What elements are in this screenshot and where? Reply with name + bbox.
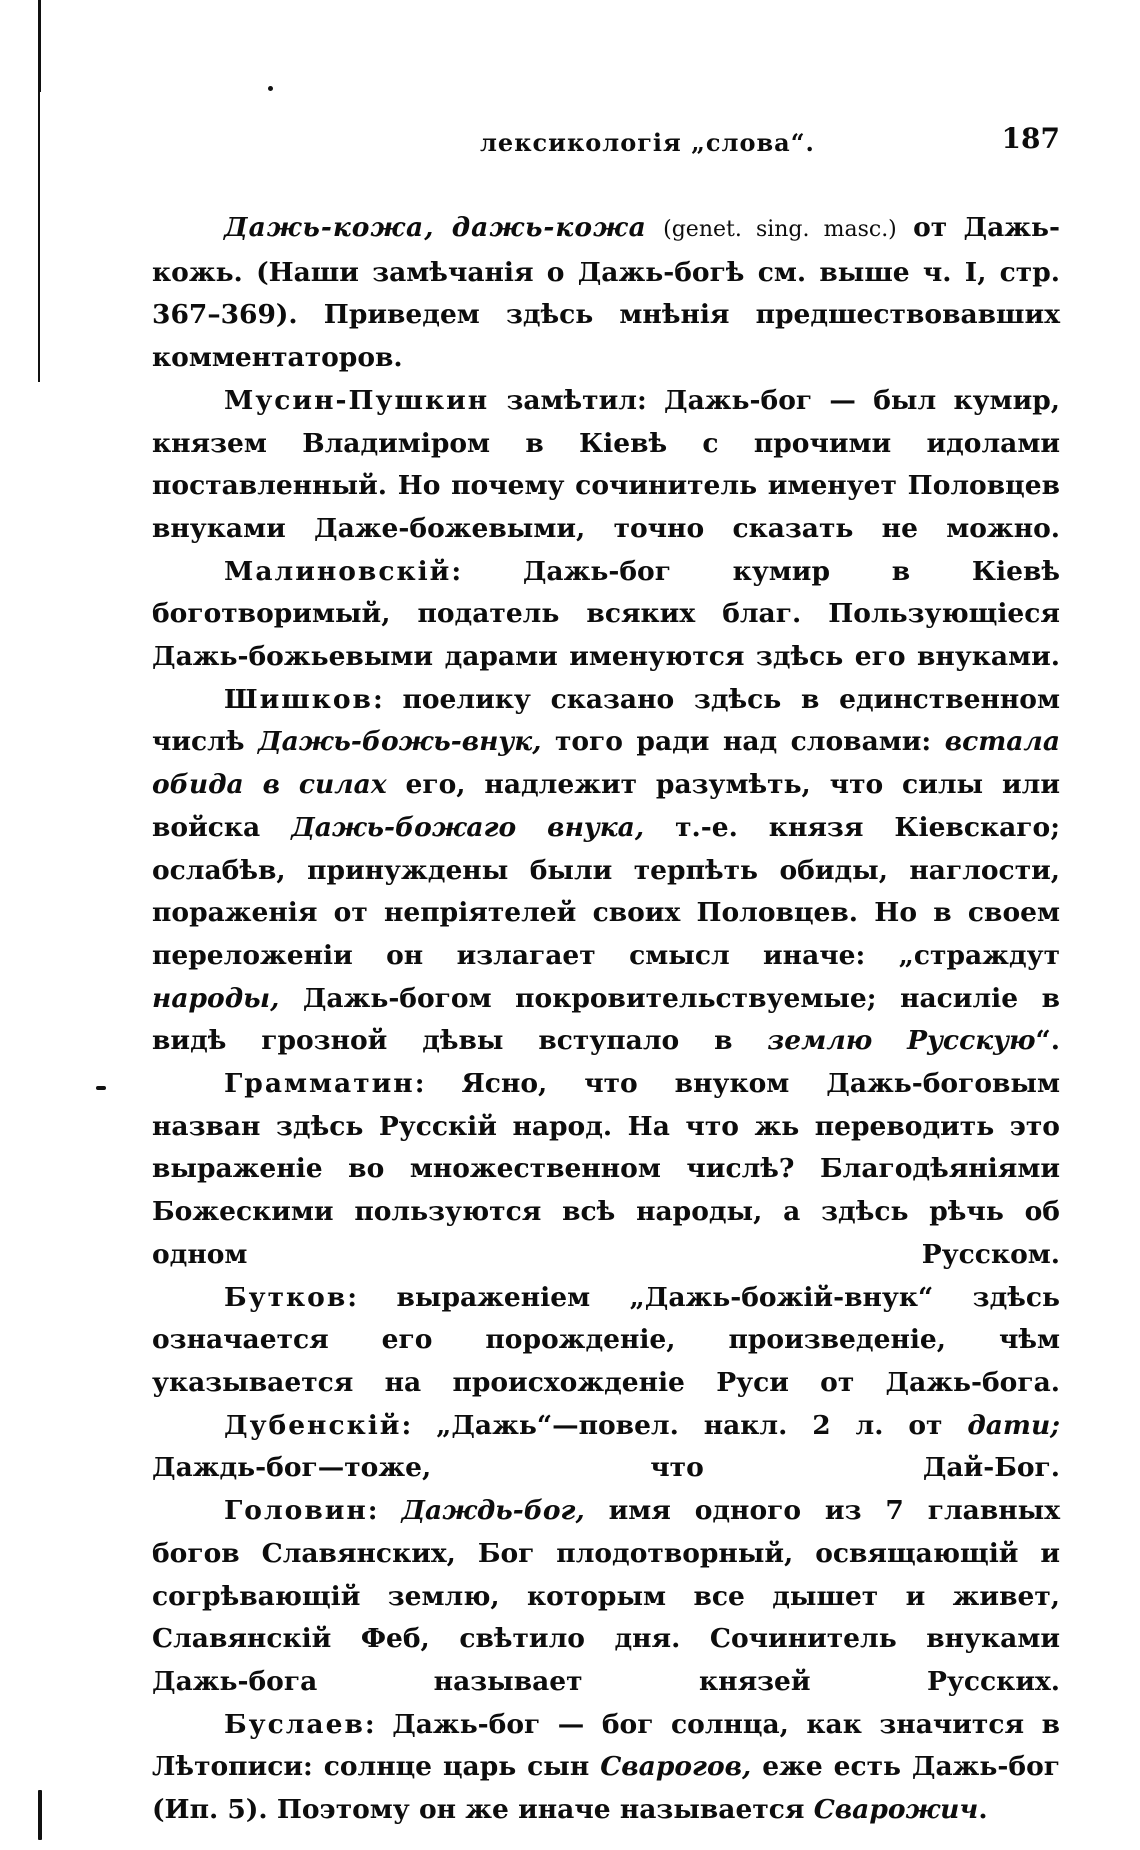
commentator-text: еже есть Дажь-бог (Ип. 5). Поэтому он же иначе называется — [152, 1751, 1061, 1826]
scan-speck — [268, 86, 273, 91]
commentator-paragraph — [152, 1490, 1060, 1704]
commentator-name: Буслаев — [224, 1708, 365, 1740]
entry-grammar: (genet. sing. masc.) — [663, 217, 897, 242]
italic-phrase: дати; — [967, 1409, 1060, 1441]
binding-edge-line — [38, 92, 40, 382]
commentator-text: “. — [1035, 1025, 1060, 1057]
commentator-text: : „Дажь“—повел. накл. 2 л. от — [401, 1409, 968, 1441]
commentator-paragraph — [152, 679, 1060, 1063]
commentator-name: Головин — [224, 1495, 368, 1527]
commentator-name: Мусин-Пушкин — [224, 384, 490, 416]
commentator-name: Малиновскій — [224, 555, 452, 587]
entry-source-word: от Дажь-кожь. — [152, 212, 1060, 288]
commentator-text: : — [367, 1495, 402, 1527]
italic-phrase: Дажь-божаго внука, — [291, 811, 645, 843]
commentator-paragraph — [152, 1063, 1060, 1277]
page-number: 187 — [1001, 122, 1060, 155]
page-header — [150, 122, 1060, 162]
italic-phrase: народы, — [152, 982, 280, 1014]
commentator-name: Дубенскій — [224, 1409, 402, 1441]
commentator-text: . — [978, 1794, 988, 1826]
commentator-name: Грамматин — [224, 1068, 415, 1100]
commentator-paragraph — [152, 1277, 1060, 1405]
running-title: лексикологія „слова“. — [480, 128, 815, 157]
italic-phrase: Сварогов, — [600, 1751, 752, 1783]
commentator-name: Бутков — [224, 1281, 348, 1313]
body-text — [152, 207, 1060, 1832]
scan-speck — [38, 1790, 42, 1840]
commentator-text: : Дажь-бог кумир в Кіевѣ боготворимый, податель всяких благ. Пользующіеся Дажь-божьевыми дарами именуются здѣсь его внуками. — [152, 555, 1060, 673]
commentator-text: т.-е. князя Кіевскаго; ослабѣв, принуждены были терпѣть обиды, наглости, пораженія от непріятелей своих Половцев. Но в своем переложеніи он излагает смысл иначе: „страждут — [152, 811, 1060, 971]
commentator-text: Дажь-богом покровительствуемые; насиліе в видѣ грозной дѣвы вступало в — [152, 982, 1060, 1057]
commentator-paragraph — [152, 1405, 1060, 1490]
commentator-paragraph — [152, 551, 1060, 679]
commentator-name: Шишков — [224, 683, 373, 715]
italic-phrase: Сварожич — [813, 1794, 979, 1826]
italic-phrase: встала обида в силах — [152, 726, 1061, 801]
commentator-text: замѣтил: Дажь-бог — был кумир, князем Владиміром в Кіевѣ с прочими идолами поставленный. Но почему сочинитель именует Половцев внуками Даже-божевыми, точно сказать не можно. — [152, 384, 1060, 544]
scan-speck — [96, 1086, 106, 1090]
binding-edge-line — [38, 0, 41, 92]
commentator-text: : Ясно, что внуком Дажь-боговым назван здѣсь Русскій народ. На что жь переводить это выраженіе во множественном числѣ? Благодѣяніями Божескими пользуются всѣ народы, а здѣсь рѣчь об одном Русском. — [152, 1068, 1060, 1270]
italic-phrase: Дажь-божь-внук, — [258, 726, 542, 758]
commentator-text: того ради над словами: — [541, 726, 945, 758]
entry-headword: Дажь-кожа, дажь-кожа — [224, 212, 647, 243]
commentator-text: : Дажь-бог — бог солнца, как значится в Лѣтописи: солнце царь сын — [152, 1708, 1060, 1783]
entry-paragraph — [152, 207, 1060, 380]
italic-phrase: землю Русскую — [767, 1025, 1036, 1057]
entry-intro-text: Приведем здѣсь мнѣнія предшествовавших комментаторов. — [152, 299, 1060, 374]
commentator-text: его, надлежит разумѣть, что силы или войска — [152, 769, 1060, 843]
italic-phrase: Даждь-бог, — [401, 1495, 585, 1527]
commentator-text: имя одного из 7 главных богов Славянских, Бог плодотворный, освящающій и согрѣвающій землю, которым все дышет и живет, Славянскій Феб, свѣтило дня. Сочинитель внуками Дажь-бога называет князей Русских. — [152, 1495, 1060, 1697]
commentator-paragraph — [152, 1704, 1060, 1832]
entry-intro-reference: (Наши замѣчанія о Дажь-богѣ см. выше ч. I, стр. 367–369). — [152, 256, 1060, 331]
commentator-text: Даждь-бог—тоже, что Дай-Бог. — [152, 1452, 1060, 1484]
commentator-paragraph — [152, 380, 1060, 551]
commentator-text: : выраженіем „Дажь-божій-внук“ здѣсь означается его порожденіе, произведеніе, чѣм указывается на происхожденіе Руси от Дажь-бога. — [152, 1281, 1060, 1398]
commentator-text: : поелику сказано здѣсь в единственном числѣ — [152, 683, 1060, 758]
